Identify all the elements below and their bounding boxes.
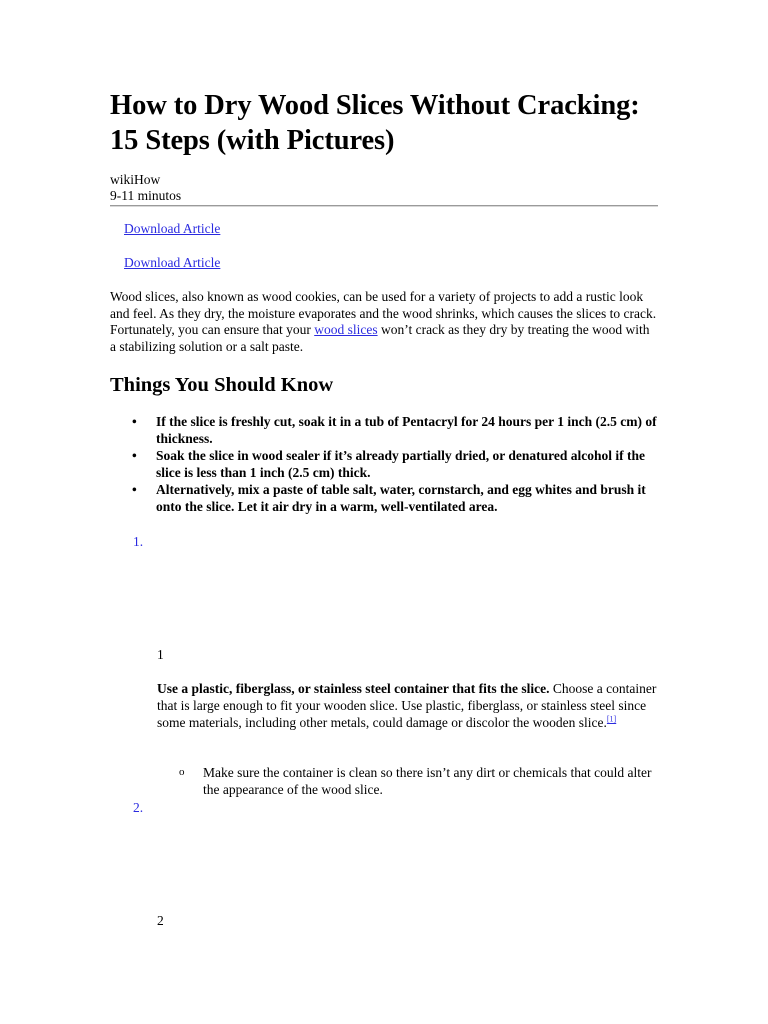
things-list [110,414,658,516]
step-1-index: 1 [157,647,164,662]
divider [110,205,658,207]
step-1-text [157,680,660,731]
read-time: 9-11 minutos [110,188,182,203]
page-title: How to Dry Wood Slices Without Cracking: 15 Steps (with Pictures) [110,90,640,156]
subpoint-text: Make sure the container is clean so there isn’t any dirt or chemicals that could alter the appearance of the wood slice. [203,765,652,797]
list-item [110,448,658,481]
intro-text: Wood slices, also known as wood cookies, can be used for a variety of projects to add a rustic look and feel. As they dry, the moisture evaporates and the wood shrinks, which causes the slices to crack. Fortunately, you can ensure that your [110,289,657,337]
bullet-icon: • [132,482,137,497]
bullet-icon: • [132,448,137,463]
list-item [110,482,658,515]
list-item [110,414,658,447]
step-1-marker: 1. [133,534,144,549]
circle-bullet-icon: o [179,766,185,778]
download-article-link[interactable]: Download Article [124,221,221,236]
intro-text-end: won’t crack as they dry by treating the wood with a stabilizing solution or a salt paste. [110,322,650,354]
reference-link[interactable]: [1] [606,714,617,724]
step-2-marker: 2. [133,800,144,815]
wood-slices-link[interactable]: wood slices [314,322,378,337]
step-1-subpoint [179,764,663,798]
step-1-body: Choose a container that is large enough to fit your wooden slice. Use plastic, fiberglass, or stainless steel since some materials, including other metals, could damage or discolor the wooden slice. [157,681,657,730]
bullet-icon: • [132,414,137,429]
source-name: wikiHow [110,172,161,187]
step-1-bold: Use a plastic, fiberglass, or stainless steel container that fits the slice. [157,681,550,696]
things-heading: Things You Should Know [110,374,334,396]
list-item-text: If the slice is freshly cut, soak it in a tub of Pentacryl for 24 hours per 1 inch (2.5 cm) of thickness. [156,414,657,446]
list-item-text: Alternatively, mix a paste of table salt, water, cornstarch, and egg whites and brush it onto the slice. Let it air dry in a warm, well-ventilated area. [156,482,646,514]
list-item-text: Soak the slice in wood sealer if it’s already partially dried, or denatured alcohol if the slice is less than 1 inch (2.5 cm) thick. [156,448,645,480]
article-meta [110,172,181,204]
step-2-index: 2 [157,913,164,928]
intro-paragraph [110,289,658,355]
download-article-link-2[interactable]: Download Article [124,255,221,270]
